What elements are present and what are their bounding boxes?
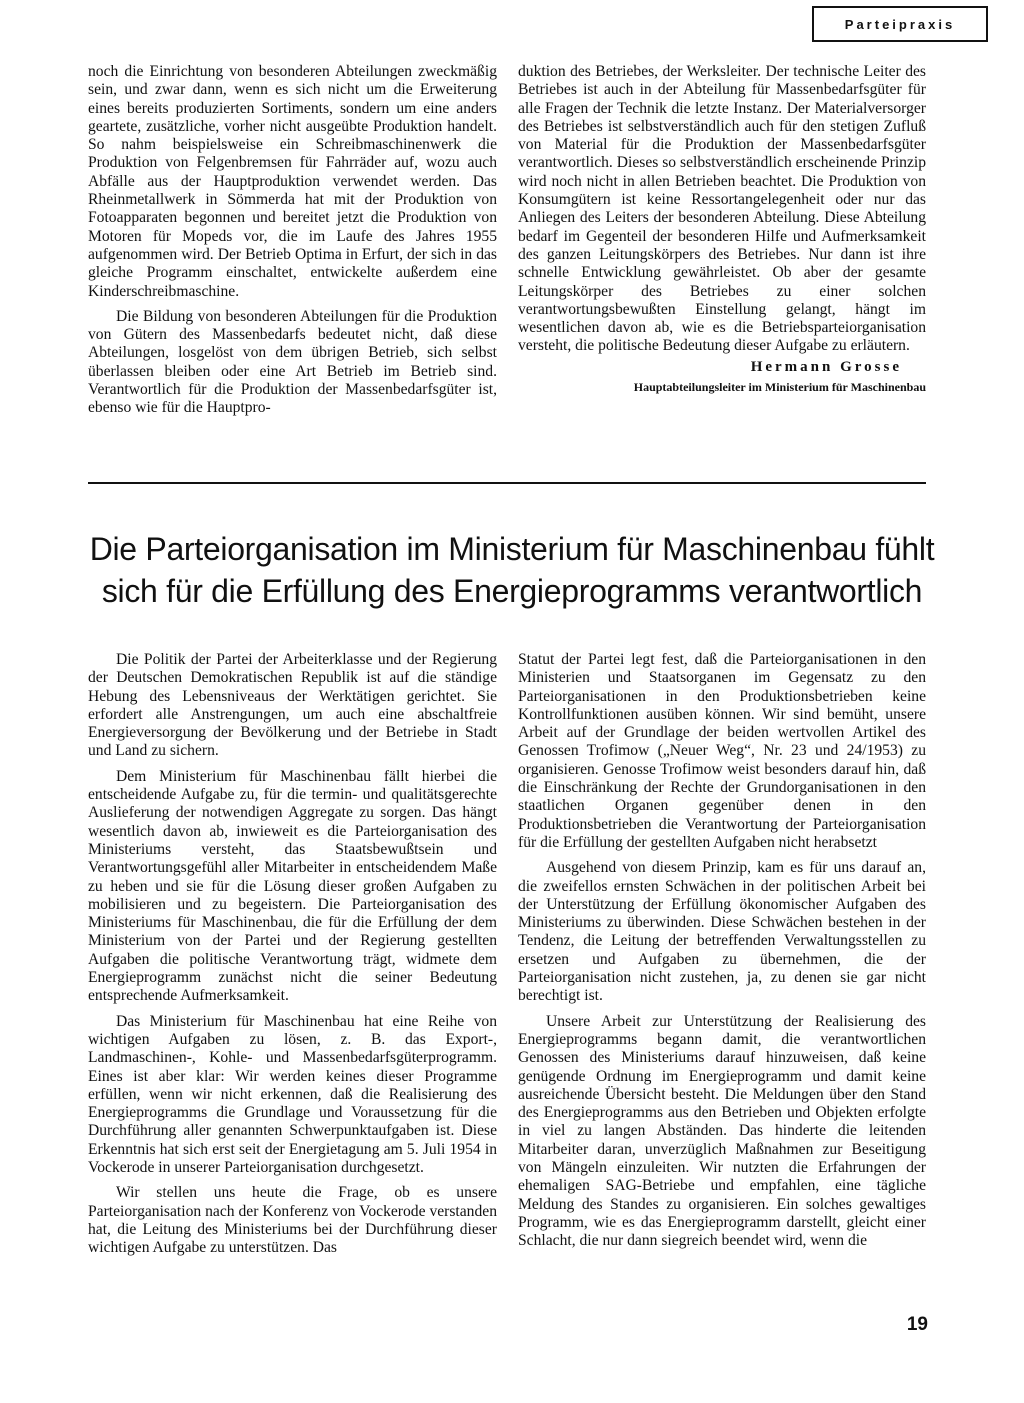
section-divider <box>88 482 926 484</box>
page-number: 19 <box>906 1314 928 1335</box>
top-article-left-column <box>88 63 497 418</box>
paragraph: Die Politik der Partei der Arbeiterklasse und der Regierung der Deutschen Demokratischen Republik ist auf die ständige Hebung des Lebensniveaus der Werktätigen gerichtet. Sie erfordert alle Anstrengungen, um auch eine abschaltfreie Energieversorgung der Bevölkerung und der Betriebe in Stadt und Land zu sichern. <box>88 651 497 760</box>
paragraph: Dem Ministerium für Maschinenbau fällt hierbei die entscheidende Aufgabe zu, für die termin- und qualitätsgerechte Auslieferung der notwendigen Aggregate zu sorgen. Das hängt wesentlich davon ab, inwieweit es die Parteiorganisation des Ministeriums versteht, das Staatsbewußtsein und Verantwortungsgefühl aller Mitarbeiter in entscheidendem Maße zu heben und sie für die Lösung dieser großen Aufgaben zu mobilisieren und zu begeistern. Die Parteiorganisation des Ministeriums für Maschinenbau, die für die Erfüllung der dem Ministerium von der Partei und der Regierung gestellten Aufgaben die politische Verantwortung trägt, widmete dem Energieprogramm zunächst nicht die seiner Bedeutung entsprechende Aufmerksamkeit. <box>88 767 497 1005</box>
paragraph: Die Bildung von besonderen Abteilungen für die Produktion von Gütern des Massenbedarfs bedeutet nicht, daß diese Abteilungen, losgelöst von dem übrigen Betrieb, sich selbst überlassen bleiben oder eine Art Betrieb im Betrieb sind. Verantwortlich für die Produktion der Massenbedarfsgüter ist, ebenso wie für die Hauptpro- <box>88 307 497 417</box>
article-headline: Die Parteiorganisation im Ministerium für Maschinenbau fühlt sich für die Erfüllung des Energieprogramms verantwortlich <box>89 531 935 609</box>
paragraph: Statut der Partei legt fest, daß die Parteiorganisationen in den Ministerien und Staatsorganen im Gegensatz zu den Parteiorganisationen in den Produktionsbetrieben keine Kontrollfunktionen ausüben können. Wir sind bemüht, unsere Arbeit auf der Grundlage der beiden wertvollen Artikel des Genossen Trofimow („Neuer Weg“, Nr. 23 und 24/1953) zu organisieren. Genosse Trofimow weist besonders darauf hin, daß die Einschränkung der Rechte der Grundorganisationen in den staatlichen Organen gegenüber denen in den Produktionsbetrieben die Verantwortung der Parteiorganisation für die Erfüllung der gestellten Aufgaben nicht herabsetzt <box>518 651 926 851</box>
section-header-box <box>812 6 988 42</box>
paragraph: Ausgehend von diesem Prinzip, kam es für uns darauf an, die zweifellos ernsten Schwächen in der politischen Arbeit bei der Unterstützung der Erfüllung ökonomischer Aufgaben des Ministeriums zu überwinden. Diese Schwächen bestehen in der Tendenz, die Leitung der betreffenden Verwaltungsstellen zu ersetzen und Aufgaben zu übernehmen, die der Parteiorganisation nicht zustehen, ja, zu denen sie gar nicht berechtigt ist. <box>518 859 926 1005</box>
paragraph: Das Ministerium für Maschinenbau hat eine Reihe von wichtigen Aufgaben zu lösen, z. B. das Export-, Landmaschinen-, Kohle- und Massenbedarfsgüterprogramm. Eines ist aber klar: Wir werden keines dieser Programme erfüllen, wenn wir nicht erkennen, daß die Realisierung des Energieprogramms die Grundlage und Voraussetzung für die Durchführung aller genannten Schwerpunktaufgaben ist. Diese Erkenntnis hat sich erst seit der Energietagung am 5. Juli 1954 in Vockerode in unserer Parteiorganisation durchgesetzt. <box>88 1012 497 1177</box>
paragraph: Wir stellen uns heute die Frage, ob es unsere Parteiorganisation nach der Konferenz von Vockerode verstanden hat, die Leitung des Ministeriums bei der Durchführung dieser wichtigen Aufgabe zu unterstützen. Das <box>88 1184 497 1257</box>
paragraph: duktion des Betriebes, der Werksleiter. Der technische Leiter des Betriebes ist auch in der Abteilung für Massenbedarfsgüter für alle Fragen der Technik die letzte Instanz. Der Materialversorger des Betriebes ist selbstverständlich auch für den stetigen Zufluß von Material für die Produktion der Massenbedarfsgüter verantwortlich. Dieses so selbstverständlich erscheinende Prinzip wird noch nicht in allen Betrieben beachtet. Die Produktion von Konsumgütern ist keine Ressortangelegenheit oder nur das Anliegen des Leiters der besonderen Abteilung. Diese Abteilung bedarf im Gegenteil der besonderen Hilfe und Aufmerksamkeit des ganzen Leitungskörpers des Betriebes. Nur dann ist ihre schnelle Entwicklung gewährleistet. Ob aber der gesamte Leitungskörper des Betriebes zu einer solchen verantwortungsbewußten Einstellung gelangt, hängt im wesentlichen davon ab, wie es die Betriebsparteiorganisation versteht, die politische Bedeutung dieser Aufgabe zu erläutern. <box>518 63 926 355</box>
author-name: Hermann Grosse <box>750 358 902 375</box>
top-article-right-column <box>518 63 926 396</box>
main-article-left-column <box>88 651 497 1258</box>
paragraph: noch die Einrichtung von besonderen Abteilungen zweckmäßig sein, und zwar dann, wenn es sich nicht um die Erweiterung eines bereits produzierten Sortiments, sondern um eine anders geartete, zusätzliche, vorher nicht ausgeübte Produktion handelt. So nahm beispielsweise ein Schreibmaschinenwerk die Produktion von Felgenbremsen für Fahrräder auf, wozu auch Abfälle aus der Hauptproduktion verwendet werden. Das Rheinmetallwerk in Sömmerda hat mit der Produktion von Fotoapparaten begonnen und bereitet jetzt die Produktion von Motoren für Mopeds vor, die im Laufe des Jahres 1955 aufgenommen wird. Der Betrieb Optima in Erfurt, der sich in das gleiche Programm einschaltet, entwickelte außerdem eine Kinderschreibmaschine. <box>88 63 497 300</box>
section-title: Parteipraxis <box>844 16 956 32</box>
main-article-right-column <box>518 651 926 1251</box>
paragraph: Unsere Arbeit zur Unterstützung der Realisierung des Energieprogramms begann damit, die verantwortlichen Genossen des Ministeriums darauf hinzuweisen, daß keine genügende Ordnung im Energieprogramm und damit keine ausreichende Übersicht besteht. Die Meldungen über den Stand des Energieprogramms aus den Betrieben und Objekten erfolgte in viel zu langen Abständen. Das hinderte die leitenden Mitarbeiter daran, unverzüglich Maßnahmen zur Beseitigung von Mängeln einzuleiten. Wir nutzten die Erfahrungen der ehemaligen SAG-Betriebe und empfahlen, eine tägliche Meldung des Standes zu organisieren. Ein solches gewaltiges Programm, wie es das Energieprogramm darstellt, gleicht einer Schlacht, die nur dann siegreich beendet wird, wenn die <box>518 1012 926 1250</box>
author-title: Hauptabteilungsleiter im Ministerium für Maschinenbau <box>633 380 926 395</box>
